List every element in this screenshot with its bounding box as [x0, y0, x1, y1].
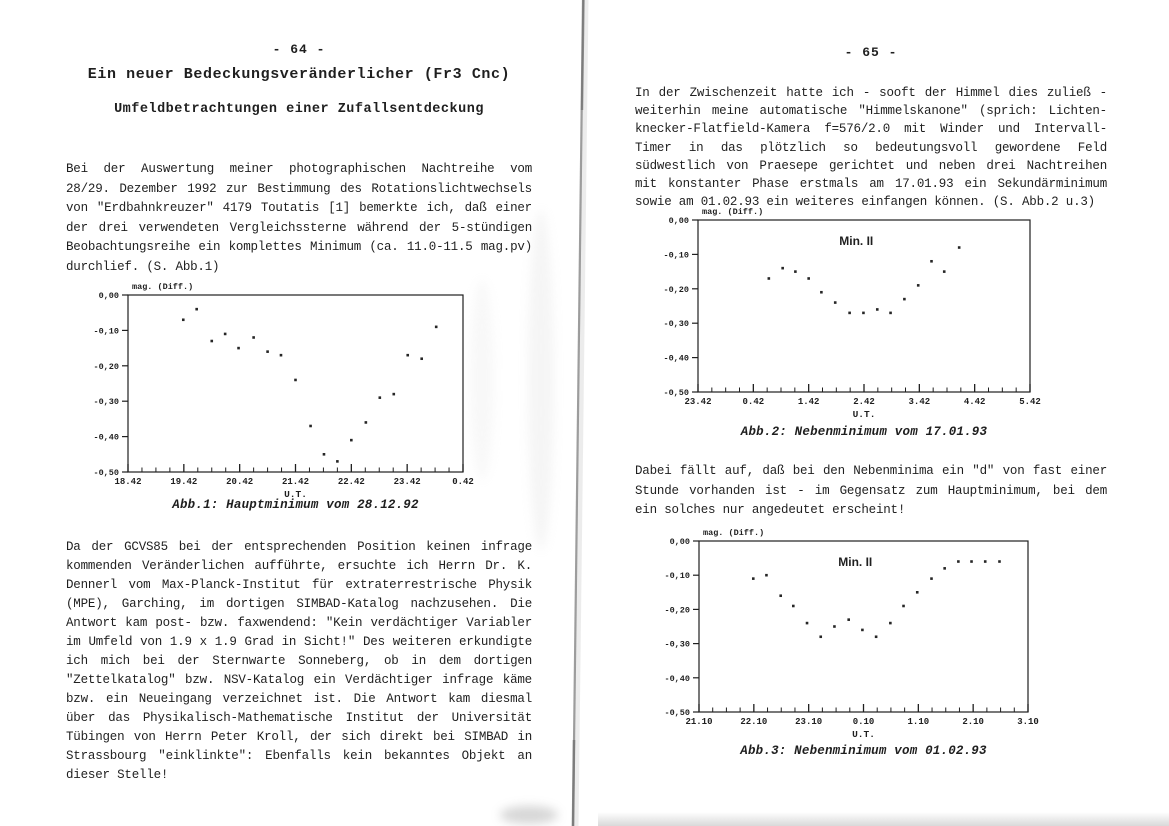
x-tick-label: 22.10 [740, 717, 768, 727]
x-tick-label: 2.10 [962, 717, 984, 727]
y-tick-label: -0,40 [663, 353, 689, 364]
x-axis-label: U.T. [852, 729, 875, 740]
text-line: Da der GCVS85 bei der entsprechenden Position keinen infrage [66, 540, 532, 554]
x-tick-label: 5.42 [1019, 397, 1041, 407]
x-tick-label: 23.10 [795, 717, 823, 727]
y-tick-label: -0,30 [93, 397, 119, 408]
text-line: Antwort kam post- bzw. faxwendend: "Kein verdächtiger Variabler [66, 616, 532, 630]
x-tick-label: 1.10 [907, 717, 930, 727]
figure-caption: Abb.3: Nebenminimum vom 01.02.93 [740, 744, 987, 758]
text-line: "Zettelkatalog" bzw. NSV-Katalog ein Verdächtiger infrage käme [66, 673, 532, 687]
y-tick-label: -0,50 [663, 388, 689, 398]
article-title: Ein neuer Bedeckungsveränderlicher (Fr3 Cnc) [87, 66, 511, 83]
text-line: knecker-Flatfield-Kamera f=576/2.0 mit Winder und Intervall- [635, 122, 1107, 137]
figure-caption: Abb.2: Nebenminimum vom 17.01.93 [740, 425, 988, 439]
text-line: im Umfeld von 1.9 x 1.9 Grad in Sicht!" Des weiteren erkundigte [66, 635, 532, 649]
text-line: südwestlich von Praesepe gerichtet und neben drei Nachtreihen [635, 158, 1107, 173]
text-line: 28/29. Dezember 1992 zur Bestimmung des Rotationslichtwechsels [66, 181, 532, 196]
page-number: - 64 - [272, 42, 326, 57]
x-tick-label: 18.42 [114, 477, 142, 487]
text-line: weiterhin meine automatische "Himmelskanone" (sprich: Lichten- [635, 104, 1107, 119]
text-line: kommenden Veränderlichen aufführte, ersuchte ich Herrn Dr. K. [66, 559, 532, 573]
page-number: - 65 - [844, 45, 898, 60]
x-tick-label: 3.10 [1017, 717, 1039, 727]
y-tick-label: -0,20 [93, 361, 119, 372]
text-line: Strassbourg "einklinkte": Ebenfalls kein bekanntes Objekt an [66, 749, 532, 763]
x-tick-label: 2.42 [853, 397, 875, 407]
x-tick-label: 23.42 [393, 477, 421, 487]
text-line: In der Zwischenzeit hatte ich - sooft der Himmel dies zuließ - [635, 86, 1107, 100]
text-line: bzw. ein Neueingang verzeichnet ist. Die Antwort kam diesmal [66, 692, 532, 706]
x-tick-label: 21.42 [281, 477, 310, 487]
min-annotation: Min. II [838, 554, 873, 569]
text-line: dieser Stelle! [66, 768, 169, 782]
x-tick-label: 3.42 [908, 397, 931, 407]
text-line: über das Physikalisch-Mathematische Institut der Universität [66, 711, 532, 725]
y-axis-label: mag. (Diff.) [132, 282, 194, 292]
y-tick-label: 0,00 [669, 537, 690, 547]
text-line: mit konstanter Phase erstmals am 17.01.93 ein Sekundärminimum [635, 176, 1107, 191]
x-tick-label: 23.42 [684, 397, 712, 407]
y-tick-label: -0,30 [664, 639, 690, 650]
x-tick-label: 22.42 [337, 477, 365, 487]
text-line: Tübingen von Herrn Peter Kroll, der sich direkt bei SIMBAD in [66, 730, 532, 744]
x-tick-label: 19.42 [170, 477, 198, 487]
y-tick-label: -0,10 [93, 326, 119, 337]
text-line: (MPE), Garching, im dortigen SIMBAD-Katalog nachzusehen. Die [66, 597, 532, 611]
x-tick-label: 0.42 [742, 397, 765, 407]
y-tick-label: -0,10 [663, 250, 689, 261]
y-tick-label: -0,40 [93, 432, 119, 443]
article-subtitle: Umfeldbetrachtungen einer Zufallsentdeckung [114, 102, 484, 117]
y-tick-label: -0,50 [93, 468, 119, 478]
y-tick-label: -0,20 [663, 284, 689, 295]
text-line: Dabei fällt auf, daß bei den Nebenminima ein "d" von fast einer [635, 464, 1107, 478]
y-tick-label: -0,10 [664, 571, 690, 582]
y-axis-label: mag. (Diff.) [703, 528, 765, 538]
y-axis-label: mag. (Diff.) [702, 207, 764, 217]
y-tick-label: -0,50 [664, 708, 690, 718]
text-line: Stunde vorhanden ist - im Gegensatz zum Hauptminimum, bei dem [635, 483, 1107, 498]
x-axis-label: U.T. [284, 489, 307, 500]
text-line: ich mich bei der Sternwarte Sonneberg, ob in dem dortigen [66, 654, 532, 668]
x-tick-label: 0.42 [452, 477, 474, 487]
y-tick-label: -0,30 [663, 319, 689, 330]
text-line: Dennerl vom Max-Planck-Institut für extraterrestrische Physik [66, 578, 532, 592]
y-tick-label: -0,40 [664, 673, 690, 684]
y-tick-label: -0,20 [664, 605, 690, 616]
text-line: ein solches nur angedeutet erscheint! [635, 503, 906, 517]
figure-caption: Abb.1: Hauptminimum vom 28.12.92 [172, 498, 419, 512]
text-line: durchlief. (S. Abb.1) [66, 259, 220, 274]
text-line: Bei der Auswertung meiner photographischen Nachtreihe vom [66, 162, 532, 176]
x-tick-label: 0.10 [852, 717, 875, 727]
x-axis-label: U.T. [852, 409, 876, 420]
text-line: der drei verwendeten Vergleichssterne während der 5-stündigen [66, 220, 532, 235]
text-line: sowie am 01.02.93 ein weiteres einfangen können. (S. Abb.2 u.3) [635, 195, 1095, 210]
x-tick-label: 20.42 [226, 477, 254, 487]
text-line: Beobachtungsreihe ein komplettes Minimum (ca. 11.0-11.5 mag.pv) [66, 240, 532, 254]
y-tick-label: 0,00 [98, 291, 119, 301]
x-tick-label: 1.42 [797, 397, 820, 407]
y-tick-label: 0,00 [668, 216, 689, 226]
x-tick-label: 21.10 [685, 717, 713, 727]
x-tick-label: 4.42 [963, 397, 986, 407]
min-annotation: Min. II [839, 234, 874, 249]
text-line: Timer in das plötzlich so bedeutungsvoll gewordene Feld [635, 140, 1107, 155]
text-line: von "Erdbahnkreuzer" 4179 Toutatis [1] bemerkte ich, daß einer [66, 201, 532, 215]
